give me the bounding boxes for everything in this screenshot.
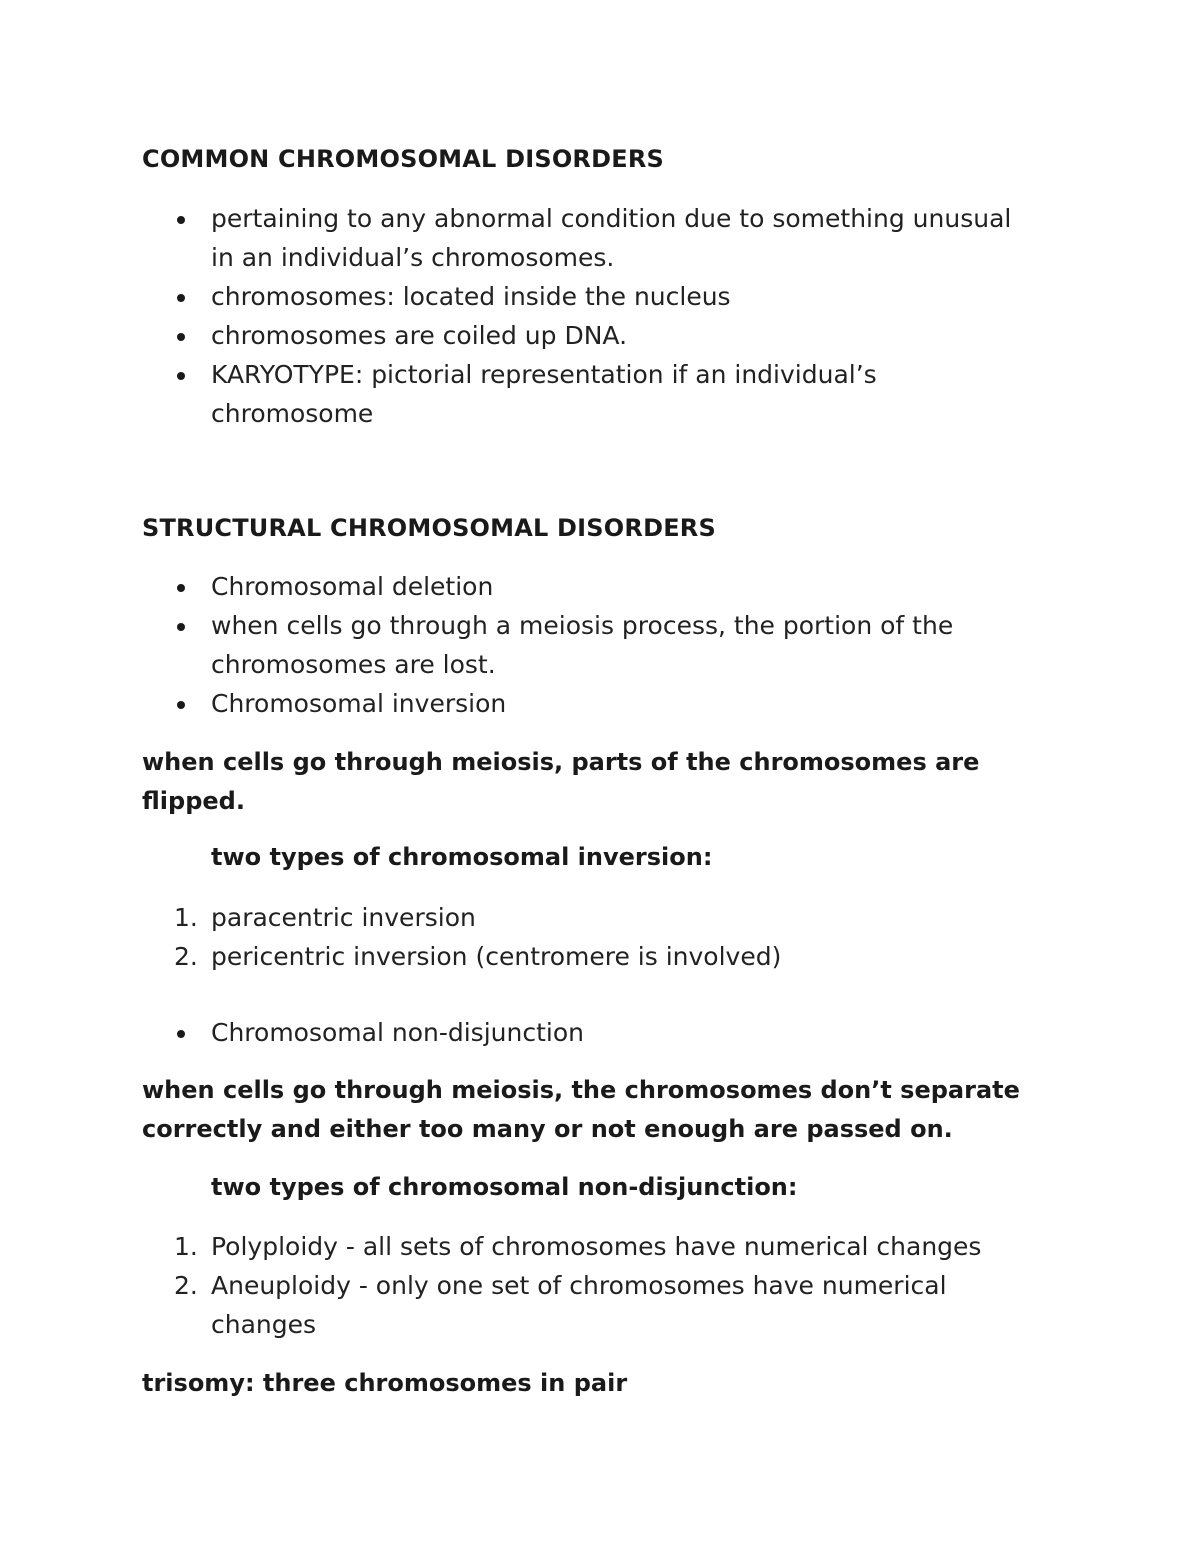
nondisjunction-bullet-list: [0, 1013, 1100, 1052]
list-item-text: Chromosomal non-disjunction: [211, 1018, 584, 1047]
list-item-text: Polyploidy - all sets of chromosomes have numerical changes: [211, 1232, 982, 1261]
list-item: [0, 684, 1041, 723]
numbered-item: [0, 937, 1041, 976]
bullet-icon: [177, 216, 185, 224]
bullet-icon: [177, 1030, 185, 1038]
list-item-text: when cells go through a meiosis process, the portion of the chromosomes are lost.: [211, 611, 954, 679]
list-item-text: pericentric inversion (centromere is involved): [211, 942, 782, 971]
list-item-text: chromosomes: located inside the nucleus: [211, 282, 731, 311]
list-number: 2.: [174, 942, 198, 971]
bullet-icon: [177, 372, 185, 380]
numbered-item: [0, 1266, 1011, 1344]
bullet-icon: [177, 701, 185, 709]
list-item: [0, 355, 931, 433]
structural-disorders-list: [0, 567, 1100, 723]
nondisjunction-types-list: [0, 1227, 1100, 1344]
trisomy-definition: trisomy: three chromosomes in pair: [142, 1369, 628, 1397]
bullet-icon: [177, 333, 185, 341]
inversion-types-heading: two types of chromosomal inversion:: [211, 843, 713, 871]
list-item-text: pertaining to any abnormal condition due to something unusual in an individual’s chromosomes.: [211, 204, 1012, 272]
inversion-types-list: [0, 898, 1100, 976]
inversion-description: when cells go through meiosis, parts of the chromosomes are flipped.: [142, 748, 980, 815]
list-item: [0, 606, 1041, 684]
list-item-text: Aneuploidy - only one set of chromosomes have numerical changes: [211, 1271, 947, 1339]
bullet-icon: [177, 623, 185, 631]
nondisjunction-description: when cells go through meiosis, the chromosomes don’t separate correctly and either too many or not enough are passed on.: [142, 1076, 1020, 1143]
section-heading-structural: STRUCTURAL CHROMOSOMAL DISORDERS: [142, 514, 716, 542]
bullet-icon: [177, 294, 185, 302]
list-item: [0, 1013, 1041, 1052]
nondisjunction-types-heading: two types of chromosomal non-disjunction:: [211, 1173, 798, 1201]
list-item: [0, 199, 1041, 277]
list-number: 1.: [174, 903, 198, 932]
numbered-item: [0, 898, 1041, 937]
bullet-icon: [177, 584, 185, 592]
list-item: [0, 316, 1041, 355]
list-number: 1.: [174, 1232, 198, 1261]
common-disorders-list: [0, 199, 1100, 433]
list-item-text: paracentric inversion: [211, 903, 476, 932]
list-item-text: Chromosomal deletion: [211, 572, 494, 601]
list-item-text: KARYOTYPE: pictorial representation if an individual’s chromosome: [211, 360, 877, 428]
list-number: 2.: [174, 1271, 198, 1300]
list-item: [0, 567, 1041, 606]
list-item-text: chromosomes are coiled up DNA.: [211, 321, 628, 350]
section-heading-common: COMMON CHROMOSOMAL DISORDERS: [142, 145, 664, 173]
numbered-item: [0, 1227, 1061, 1266]
list-item-text: Chromosomal inversion: [211, 689, 507, 718]
list-item: [0, 277, 1041, 316]
